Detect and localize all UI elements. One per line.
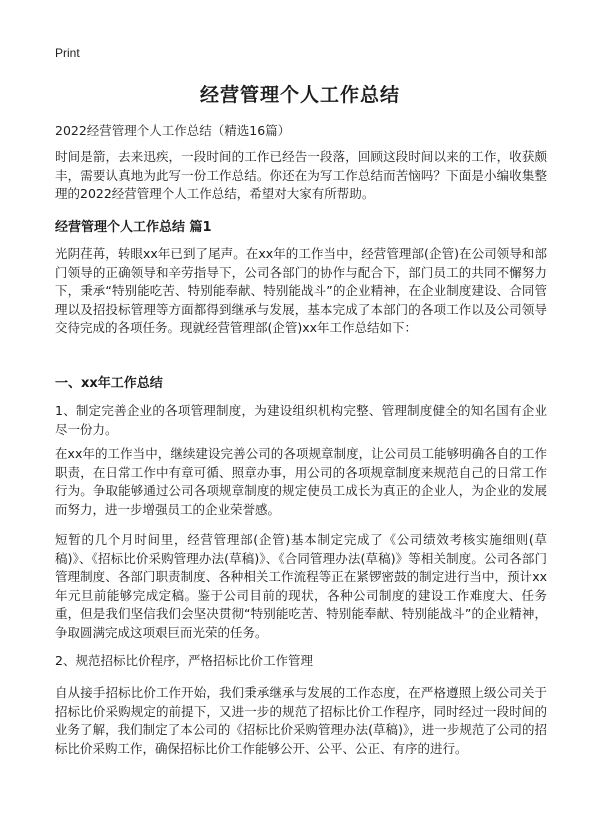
paragraph-2: 在xx年的工作当中，继续建设完善公司的各项规章制度，让公司员工能够明确各自的工作职责，在日常工作中有章可循、照章办事，用公司的各项规章制度来规范自己的日常工作行为。争取能够通过公司各项规章制度的规定使员工成长为真正的企业人，为企业的发展而努力，进一步增强员工的企业荣誉感。 <box>55 446 547 517</box>
intro-paragraph: 时间是箭，去来迅疾，一段时间的工作已经告一段落，回顾这段时间以来的工作，收获颇丰，需要认真地为此写一份工作总结。你还在为写工作总结而苦恼吗？下面是小编收集整理的2022经营管理个人工作总结，希望对大家有所帮助。 <box>55 149 547 201</box>
heading-1: 一、xx年工作总结 <box>55 376 163 391</box>
section-heading: 经营管理个人工作总结 篇1 <box>55 220 212 235</box>
document-title: 经营管理个人工作总结 <box>199 84 400 106</box>
paragraph-3: 短暂的几个月时间里，经营管理部(企管)基本制定完成了《公司绩效考核实施细则(草稿)》、《招标比价采购管理办法(草稿)》、《合同管理办法(草稿)》等相关制度。公司各部门管理制度、各部门职责制度、各种相关工作流程等正在紧锣密鼓的制定进行当中，预计xx年元旦前能够完成定稿。鉴于公司目前的现状，各种公司制度的建设工作难度大、任务重，但是我们坚信我们会坚决贯彻“特别能吃苦、特别能奉献、特别能战斗”的企业精神，争取圆满完成这项艰巨而光荣的任务。 <box>55 532 547 640</box>
item-2: 2、规范招标比价程序，严格招标比价工作管理 <box>55 653 313 668</box>
document-subtitle: 2022经营管理个人工作总结（精选16篇） <box>55 123 291 138</box>
paragraph-1: 光阴荏苒，转眼xx年已到了尾声。在xx年的工作当中，经营管理部(企管)在公司领导和部门领导的正确领导和辛劳指导下，公司各部门的协作与配合下，部门员工的共同不懈努力下，秉承“特别能吃苦、特别能奉献、特别能战斗”的企业精神，在企业制度建设、合同管理以及招投标管理等方面都得到继承与发展，基本完成了本部门的各项工作以及公司领导交待完成的各项任务。现就经营管理部(企管)xx年工作总结如下： <box>55 246 547 335</box>
item-1: 1、制定完善企业的各项管理制度，为建设组织机构完整、管理制度健全的知名国有企业尽一份力。 <box>55 403 547 437</box>
paragraph-4: 自从接手招标比价工作开始，我们秉承继承与发展的工作态度，在严格遵照上级公司关于招标比价采购规定的前提下，又进一步的规范了招标比价工作程序，同时经过一段时间的业务了解，我们制定了本公司的《招标比价采购管理办法(草稿)》，进一步规范了公司的招标比价采购工作，确保招标比价工作能够公开、公平、公正、有序的进行。 <box>55 685 547 756</box>
print-link[interactable]: Print <box>55 46 80 60</box>
